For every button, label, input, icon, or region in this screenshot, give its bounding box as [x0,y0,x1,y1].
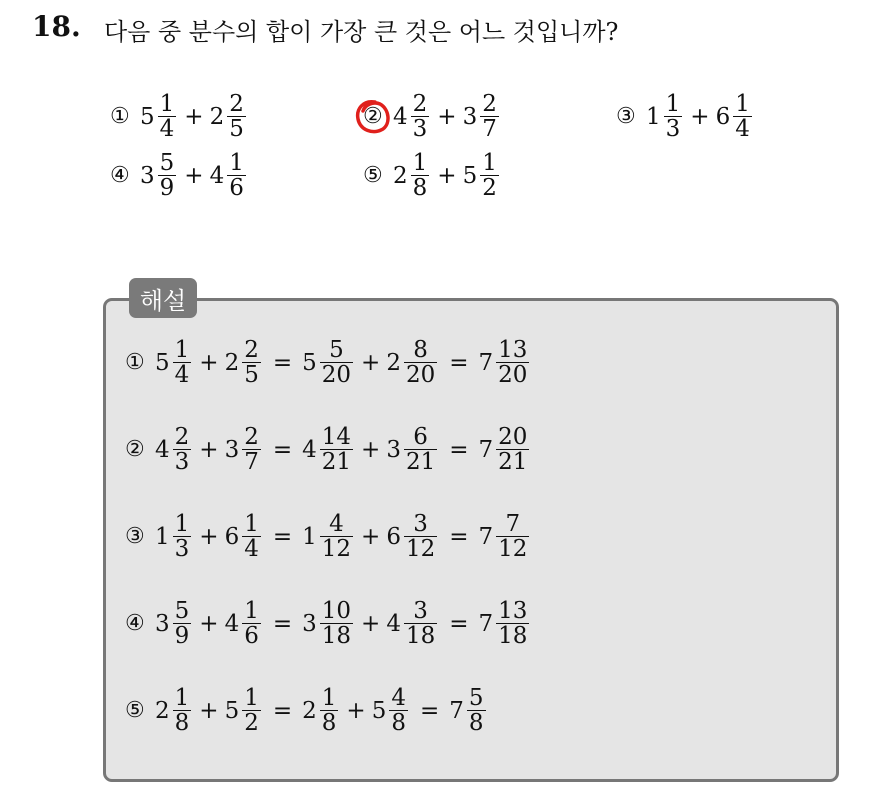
plus-sign: + [361,610,381,637]
solution-label: 해설 [129,278,197,318]
equals-sign: = [449,610,469,637]
mixed-fraction: 6 $\frac{1}{4}$ [715,91,750,143]
mixed-fraction: 2 $\frac{2}{5}$ [224,337,259,389]
equals-sign: = [449,523,469,550]
plus-sign: + [361,523,381,550]
mixed-fraction: 4 $\frac{1}{6}$ [224,598,259,650]
plus-sign: + [199,349,219,376]
mixed-fraction: 1 $\frac{1}{3}$ [646,91,681,143]
mixed-fraction: 3 $\frac{2}{7}$ [224,424,259,476]
mixed-fraction: 1 $\frac{4}{12}$ [302,511,352,563]
mixed-fraction: 4 $\frac{3}{18}$ [386,598,436,650]
solution-line [125,599,531,648]
mixed-fraction: 4 $\frac{2}{3}$ [393,91,428,143]
mixed-fraction: 2 $\frac{8}{20}$ [386,337,436,389]
plus-sign: + [184,162,204,189]
choice-3[interactable] [616,92,754,141]
equals-sign: = [272,610,293,637]
plus-sign: + [361,349,381,376]
mixed-fraction: 2 $\frac{1}{8}$ [302,685,337,737]
mixed-fraction: 7 $\frac{13}{18}$ [478,598,528,650]
mixed-fraction: 5 $\frac{1}{2}$ [224,685,259,737]
plus-sign: + [199,523,219,550]
choice-mark: ④ [125,611,145,637]
choice-mark: ② [363,104,383,130]
mixed-fraction: 4 $\frac{1}{6}$ [209,150,244,202]
plus-sign: + [361,436,381,463]
choice-4[interactable] [110,151,248,200]
mixed-fraction: 5 $\frac{1}{4}$ [140,91,175,143]
mixed-fraction: 6 $\frac{3}{12}$ [386,511,436,563]
mixed-fraction: 2 $\frac{1}{8}$ [393,150,428,202]
mixed-fraction: 5 $\frac{1}{2}$ [462,150,497,202]
plus-sign: + [184,103,204,130]
plus-sign: + [346,697,366,724]
mixed-fraction: 5 $\frac{1}{4}$ [155,337,190,389]
answer-circle-mark [353,97,393,137]
mixed-fraction: 4 $\frac{2}{3}$ [155,424,190,476]
choice-1[interactable] [110,92,248,141]
mixed-fraction: 2 $\frac{1}{8}$ [155,685,190,737]
question-text: 다음 중 분수의 합이 가장 큰 것은 어느 것입니까? [104,18,619,46]
equals-sign: = [272,523,293,550]
mixed-fraction: 7 $\frac{20}{21}$ [478,424,528,476]
equals-sign: = [272,697,293,724]
choice-5[interactable] [363,151,501,200]
choice-mark: ③ [125,524,145,550]
choice-mark: ⑤ [125,698,145,724]
mixed-fraction: 7 $\frac{5}{8}$ [449,685,484,737]
mixed-fraction: 6 $\frac{1}{4}$ [224,511,259,563]
equals-sign: = [272,349,293,376]
mixed-fraction: 5 $\frac{4}{8}$ [371,685,406,737]
mixed-fraction: 3 $\frac{10}{18}$ [302,598,352,650]
mixed-fraction: 7 $\frac{7}{12}$ [478,511,528,563]
mixed-fraction: 3 $\frac{5}{9}$ [155,598,190,650]
mixed-fraction: 2 $\frac{2}{5}$ [209,91,244,143]
equals-sign: = [272,436,293,463]
mixed-fraction: 7 $\frac{13}{20}$ [478,337,528,389]
plus-sign: + [437,162,457,189]
equals-sign: = [419,697,440,724]
equals-sign: = [449,349,469,376]
plus-sign: + [690,103,710,130]
plus-sign: + [199,436,219,463]
choice-mark: ② [125,437,145,463]
choice-mark: ⑤ [363,163,383,189]
solution-line [125,425,531,474]
plus-sign: + [437,103,457,130]
solution-line [125,338,531,387]
choice-mark: ③ [616,104,636,130]
mixed-fraction: 3 $\frac{6}{21}$ [386,424,436,476]
question-number: 18. [32,10,81,43]
plus-sign: + [199,697,219,724]
mixed-fraction: 3 $\frac{2}{7}$ [462,91,497,143]
choice-mark: ① [110,104,130,130]
choice-mark: ① [125,350,145,376]
mixed-fraction: 1 $\frac{1}{3}$ [155,511,190,563]
mixed-fraction: 5 $\frac{5}{20}$ [302,337,352,389]
solution-line [125,686,488,735]
mixed-fraction: 4 $\frac{14}{21}$ [302,424,352,476]
choice-mark: ④ [110,163,130,189]
solution-line [125,512,531,561]
mixed-fraction: 3 $\frac{5}{9}$ [140,150,175,202]
plus-sign: + [199,610,219,637]
equals-sign: = [449,436,469,463]
